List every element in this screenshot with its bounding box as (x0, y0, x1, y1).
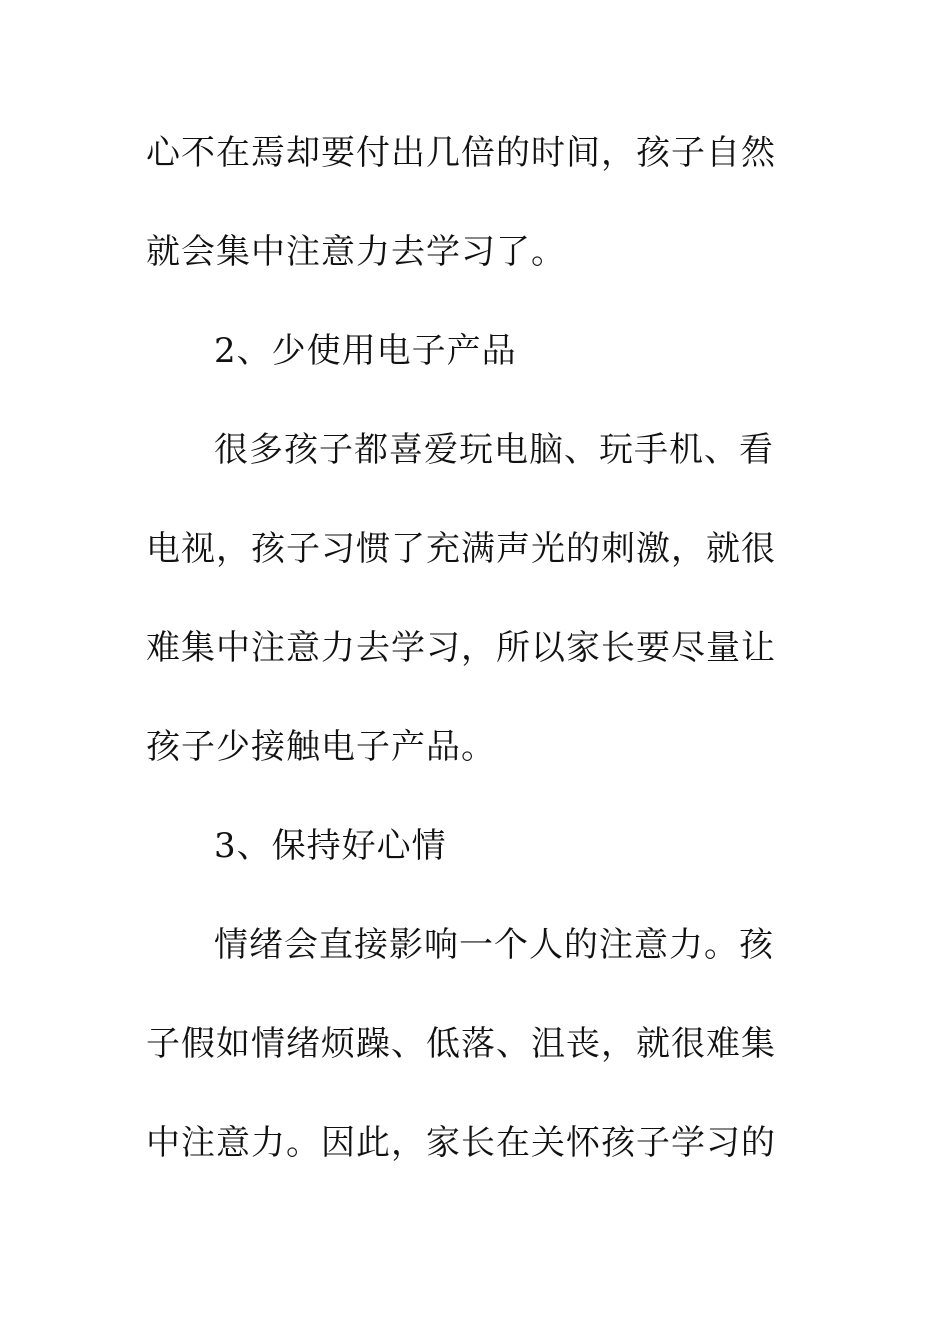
paragraph-line: 情绪会直接影响一个人的注意力。孩 (214, 925, 774, 965)
section-heading: 2、少使用电子产品 (214, 331, 517, 371)
paragraph-line: 很多孩子都喜爱玩电脑、玩手机、看 (214, 430, 774, 470)
section-heading: 3、保持好心情 (214, 826, 447, 866)
paragraph-line: 电视，孩子习惯了充满声光的刺激，就很 (146, 529, 776, 569)
paragraph-line: 心不在焉却要付出几倍的时间，孩子自然 (146, 133, 776, 173)
paragraph-line: 孩子少接触电子产品。 (146, 727, 496, 767)
paragraph-line: 子假如情绪烦躁、低落、沮丧，就很难集 (146, 1024, 776, 1064)
paragraph-line: 中注意力。因此，家长在关怀孩子学习的 (146, 1123, 776, 1163)
paragraph-line: 就会集中注意力去学习了。 (146, 232, 566, 272)
paragraph-line: 难集中注意力去学习，所以家长要尽量让 (146, 628, 776, 668)
